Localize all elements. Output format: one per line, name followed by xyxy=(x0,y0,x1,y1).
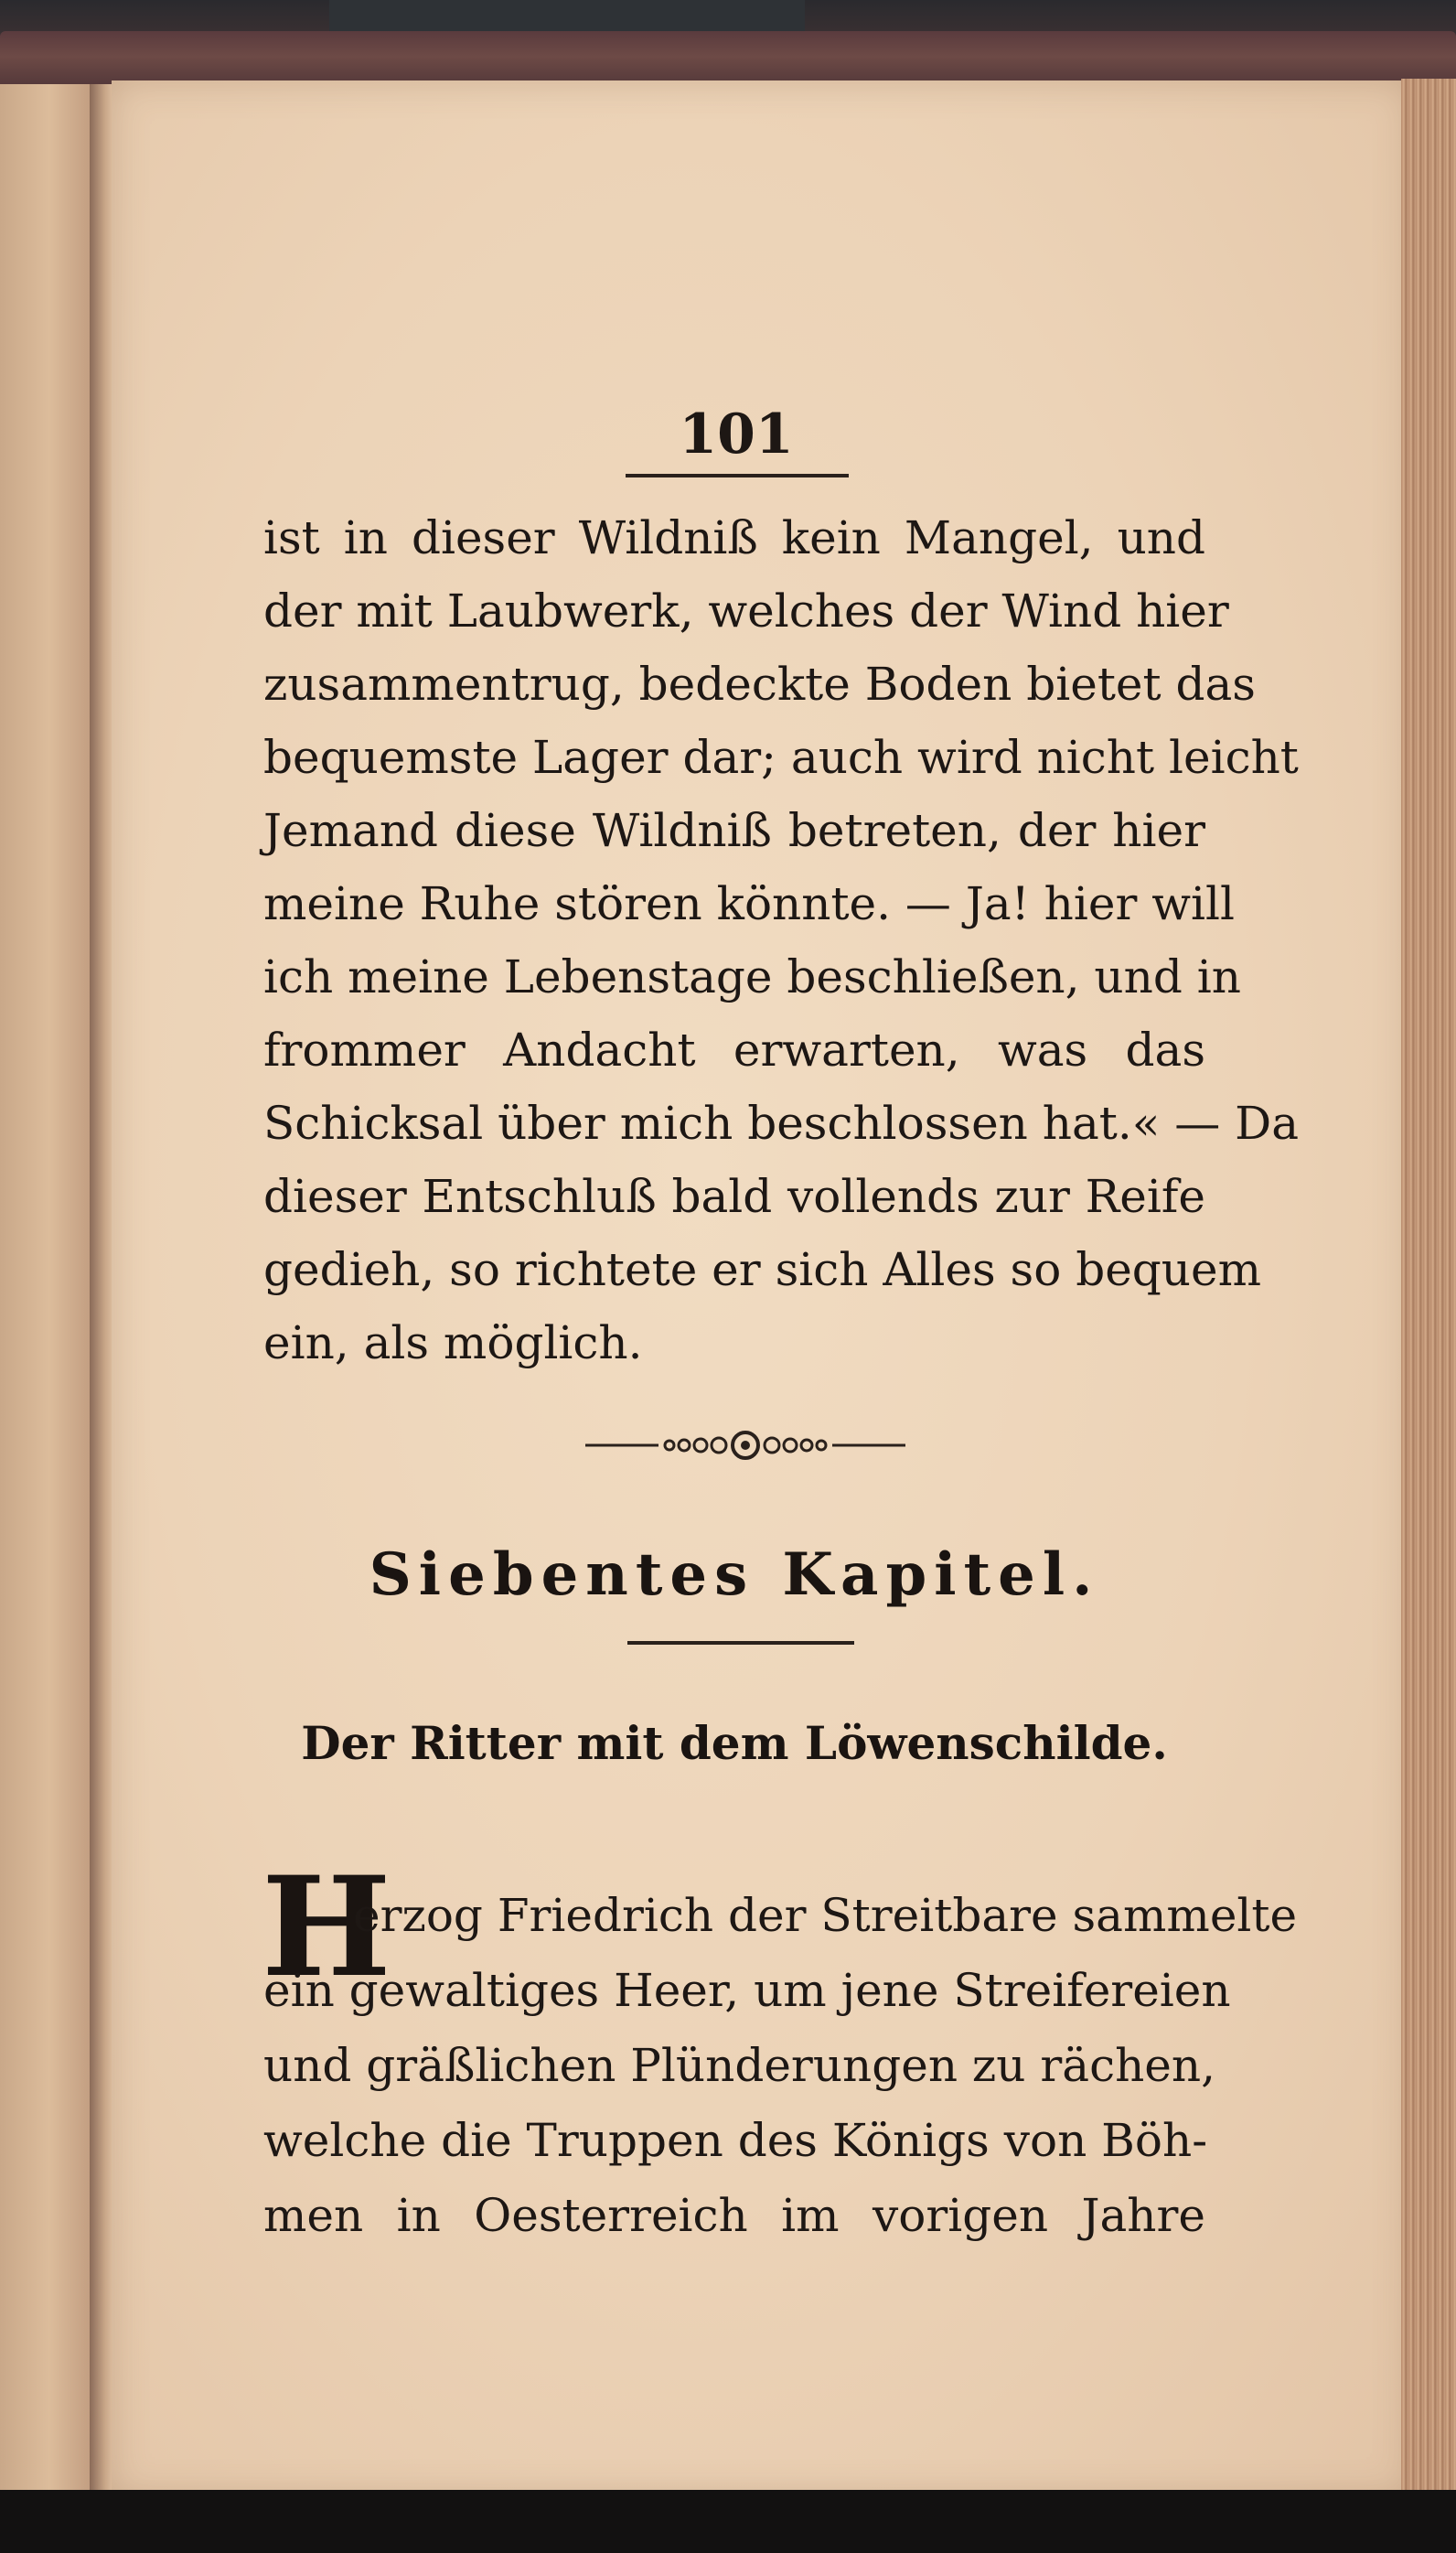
background-bottom xyxy=(0,2490,1456,2553)
chapter-subtitle: Der Ritter mit dem Löwenschilde. xyxy=(301,1716,1168,1770)
body-line: dieser Entschluß bald vollends zur Reife xyxy=(263,1170,1205,1223)
left-page-sliver xyxy=(0,84,92,2490)
page-number: 101 xyxy=(679,402,794,467)
body-line: ist in dieser Wildniß kein Mangel, und xyxy=(263,511,1205,564)
chapter-line: erzog Friedrich der Streitbare sammelte xyxy=(353,1889,1298,1942)
body-line: ein, als möglich. xyxy=(263,1316,643,1369)
chapter-line: welche die Truppen des Königs von Böh- xyxy=(263,2114,1208,2167)
chapter-title: Siebentes Kapitel. xyxy=(369,1540,1100,1609)
header-rule xyxy=(626,474,849,477)
ornament-divider-icon xyxy=(585,1418,905,1473)
chapter-line: ein gewaltiges Heer, um jene Streifereien xyxy=(263,1964,1231,2017)
page-edges xyxy=(1401,79,1456,2503)
chapter-rule xyxy=(627,1641,854,1645)
drop-cap: H xyxy=(262,1847,391,2008)
body-line: zusammentrug, bedeckte Boden bietet das xyxy=(263,658,1256,711)
body-line: ich meine Lebenstage beschließen, und in xyxy=(263,950,1241,1003)
body-line: frommer Andacht erwarten, was das xyxy=(263,1024,1205,1077)
chapter-line: men in Oesterreich im vorigen Jahre xyxy=(263,2189,1205,2242)
body-line: bequemste Lager dar; auch wird nicht leicht xyxy=(263,731,1299,784)
body-line: Schicksal über mich beschlossen hat.« — Da xyxy=(263,1097,1300,1150)
body-line: Jemand diese Wildniß betreten, der hier xyxy=(263,804,1205,857)
body-line: meine Ruhe stören könnte. — Ja! hier will xyxy=(263,877,1236,930)
body-line: gedieh, so richtete er sich Alles so bequem xyxy=(263,1243,1262,1296)
body-line: der mit Laubwerk, welches der Wind hier xyxy=(263,585,1229,638)
chapter-line: und gräßlichen Plünderungen zu rächen, xyxy=(263,2039,1215,2092)
